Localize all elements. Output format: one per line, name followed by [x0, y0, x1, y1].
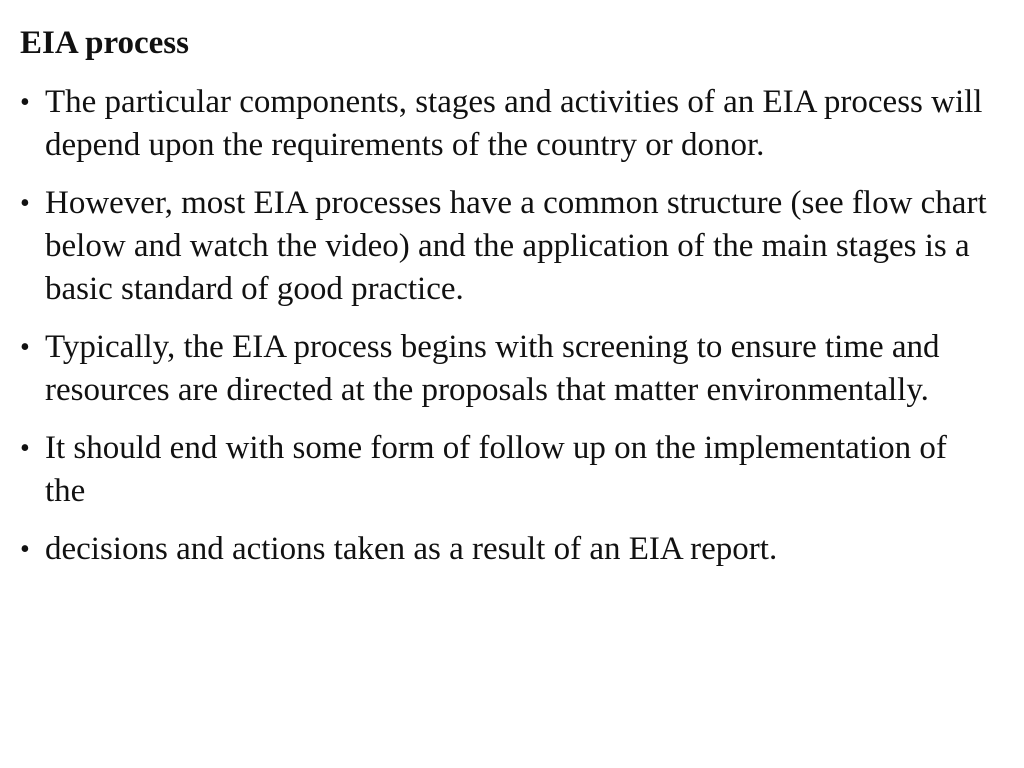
bullet-text: Typically, the EIA process begins with screening to ensure time and resources are directed at the proposals that matter environmentally.	[45, 329, 940, 408]
bullet-list	[18, 81, 994, 571]
bullet-item	[18, 326, 994, 412]
bullet-icon: •	[20, 87, 30, 118]
bullet-text: It should end with some form of follow up on the implementation of the	[45, 430, 947, 509]
bullet-item	[18, 182, 994, 311]
bullet-icon: •	[20, 332, 30, 363]
bullet-text: decisions and actions taken as a result of an EIA report.	[45, 531, 778, 567]
bullet-icon: •	[20, 534, 30, 565]
bullet-text: The particular components, stages and activities of an EIA process will depend upon the requirements of the country or donor.	[45, 84, 983, 163]
bullet-text: However, most EIA processes have a common structure (see flow chart below and watch the video) and the application of the main stages is a basic standard of good practice.	[45, 185, 987, 307]
bullet-item	[18, 427, 994, 513]
bullet-icon: •	[20, 433, 30, 464]
bullet-item	[18, 528, 994, 571]
slide-title: EIA process	[20, 25, 189, 61]
bullet-item	[18, 81, 994, 167]
bullet-icon: •	[20, 188, 30, 219]
